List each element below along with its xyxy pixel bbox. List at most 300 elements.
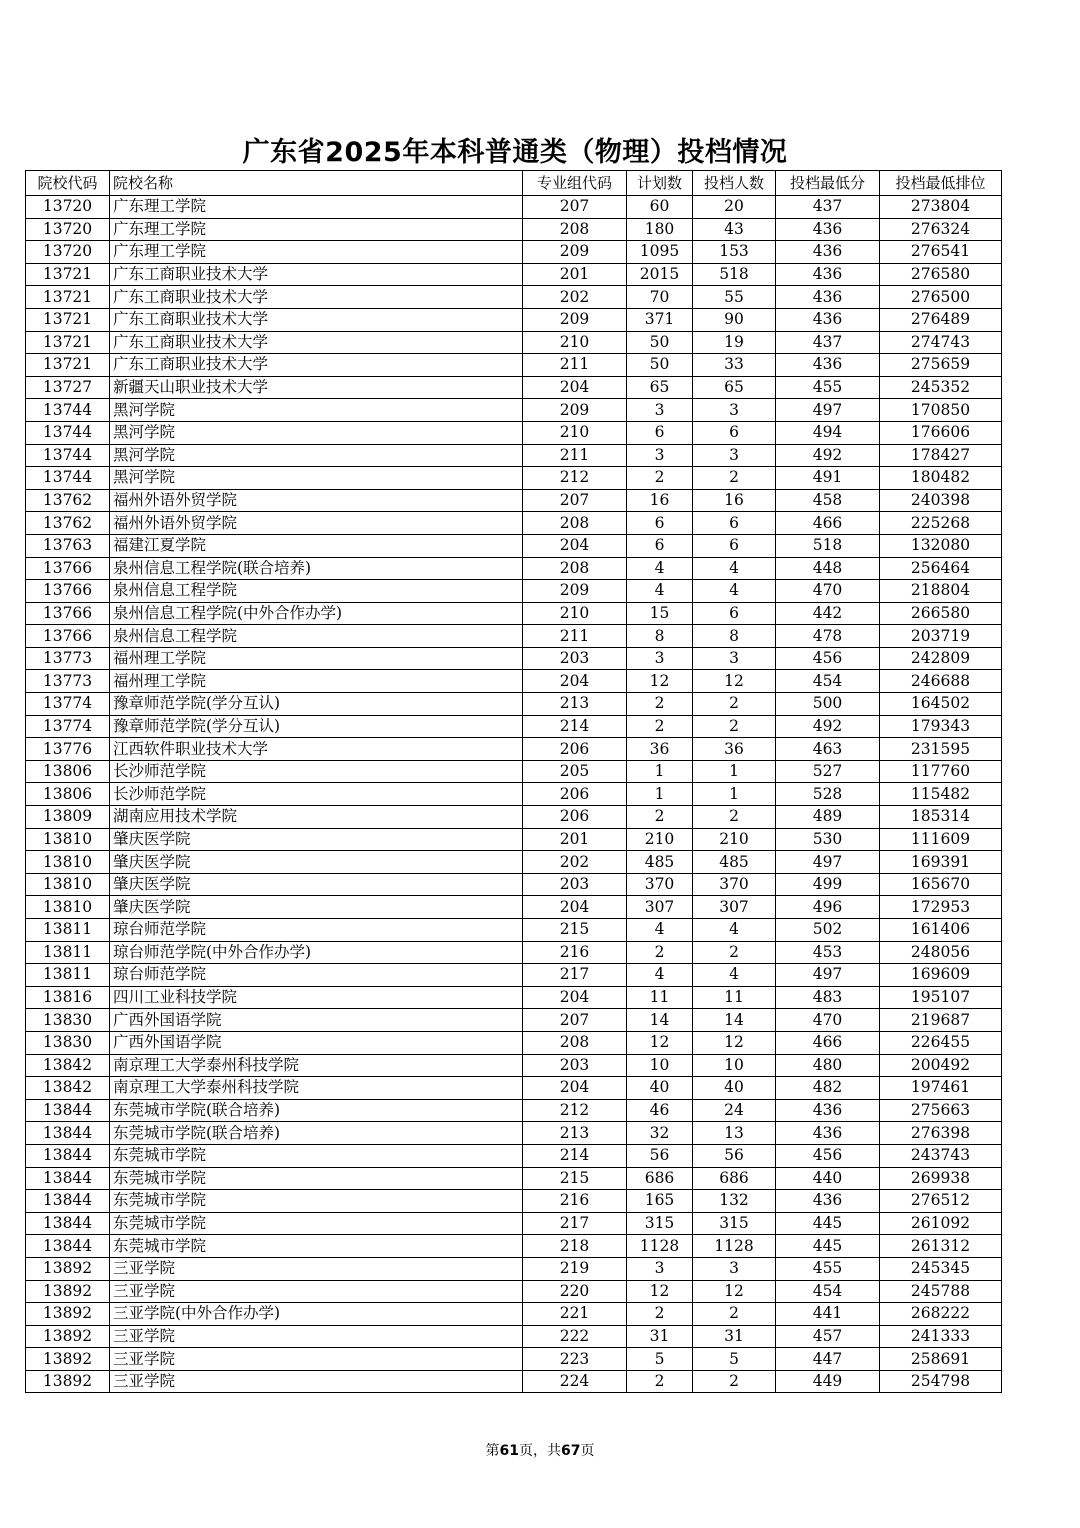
table-row xyxy=(26,919,1002,942)
cell-plan-count: 31 xyxy=(627,1325,693,1348)
cell-school-name: 东莞城市学院(联合培养) xyxy=(110,1122,523,1145)
admission-table xyxy=(25,170,1002,1393)
cell-admitted-count: 56 xyxy=(693,1144,776,1167)
cell-school-name: 三亚学院 xyxy=(110,1370,523,1393)
cell-min-rank: 266580 xyxy=(880,602,1002,625)
cell-school-code: 13892 xyxy=(26,1325,110,1348)
cell-plan-count: 3 xyxy=(627,1257,693,1280)
cell-min-rank: 273804 xyxy=(880,196,1002,219)
cell-admitted-count: 2 xyxy=(693,941,776,964)
cell-school-name: 湖南应用技术学院 xyxy=(110,806,523,829)
cell-plan-count: 8 xyxy=(627,625,693,648)
cell-plan-count: 6 xyxy=(627,512,693,535)
cell-school-name: 豫章师范学院(学分互认) xyxy=(110,693,523,716)
cell-school-code: 13744 xyxy=(26,467,110,490)
cell-group-code: 223 xyxy=(523,1348,627,1371)
cell-plan-count: 4 xyxy=(627,964,693,987)
table-row xyxy=(26,354,1002,377)
cell-school-code: 13744 xyxy=(26,421,110,444)
cell-school-code: 13773 xyxy=(26,647,110,670)
cell-admitted-count: 55 xyxy=(693,286,776,309)
cell-admitted-count: 6 xyxy=(693,512,776,535)
cell-min-rank: 226455 xyxy=(880,1031,1002,1054)
cell-school-name: 东莞城市学院 xyxy=(110,1235,523,1258)
cell-min-score: 466 xyxy=(776,512,880,535)
cell-plan-count: 3 xyxy=(627,444,693,467)
cell-min-score: 449 xyxy=(776,1370,880,1393)
table-row xyxy=(26,444,1002,467)
cell-plan-count: 14 xyxy=(627,1009,693,1032)
cell-school-code: 13776 xyxy=(26,738,110,761)
cell-school-name: 三亚学院 xyxy=(110,1280,523,1303)
cell-admitted-count: 4 xyxy=(693,580,776,603)
cell-school-name: 泉州信息工程学院 xyxy=(110,625,523,648)
cell-min-rank: 261092 xyxy=(880,1212,1002,1235)
cell-plan-count: 70 xyxy=(627,286,693,309)
table-row xyxy=(26,1031,1002,1054)
cell-min-score: 528 xyxy=(776,783,880,806)
cell-plan-count: 46 xyxy=(627,1099,693,1122)
header-group-code: 专业组代码 xyxy=(523,171,627,196)
cell-min-rank: 218804 xyxy=(880,580,1002,603)
table-row xyxy=(26,670,1002,693)
cell-school-code: 13844 xyxy=(26,1190,110,1213)
cell-admitted-count: 686 xyxy=(693,1167,776,1190)
cell-min-rank: 117760 xyxy=(880,760,1002,783)
cell-min-rank: 178427 xyxy=(880,444,1002,467)
cell-min-rank: 225268 xyxy=(880,512,1002,535)
cell-school-code: 13721 xyxy=(26,263,110,286)
cell-plan-count: 1128 xyxy=(627,1235,693,1258)
cell-group-code: 204 xyxy=(523,986,627,1009)
cell-min-score: 482 xyxy=(776,1077,880,1100)
cell-school-code: 13720 xyxy=(26,196,110,219)
cell-school-name: 肇庆医学院 xyxy=(110,851,523,874)
cell-admitted-count: 24 xyxy=(693,1099,776,1122)
cell-school-name: 广东理工学院 xyxy=(110,241,523,264)
cell-min-rank: 276489 xyxy=(880,308,1002,331)
cell-plan-count: 12 xyxy=(627,670,693,693)
cell-min-rank: 169609 xyxy=(880,964,1002,987)
cell-group-code: 204 xyxy=(523,896,627,919)
cell-school-code: 13811 xyxy=(26,941,110,964)
cell-admitted-count: 518 xyxy=(693,263,776,286)
cell-group-code: 221 xyxy=(523,1303,627,1326)
cell-admitted-count: 12 xyxy=(693,1280,776,1303)
cell-admitted-count: 14 xyxy=(693,1009,776,1032)
cell-group-code: 203 xyxy=(523,873,627,896)
cell-min-rank: 165670 xyxy=(880,873,1002,896)
table-row xyxy=(26,512,1002,535)
table-row xyxy=(26,241,1002,264)
cell-admitted-count: 65 xyxy=(693,376,776,399)
cell-min-score: 437 xyxy=(776,331,880,354)
cell-admitted-count: 12 xyxy=(693,670,776,693)
cell-admitted-count: 307 xyxy=(693,896,776,919)
cell-school-name: 广东工商职业技术大学 xyxy=(110,354,523,377)
cell-admitted-count: 2 xyxy=(693,1303,776,1326)
cell-school-name: 新疆天山职业技术大学 xyxy=(110,376,523,399)
cell-min-rank: 269938 xyxy=(880,1167,1002,1190)
cell-plan-count: 2 xyxy=(627,693,693,716)
cell-plan-count: 50 xyxy=(627,354,693,377)
cell-plan-count: 56 xyxy=(627,1144,693,1167)
cell-plan-count: 3 xyxy=(627,399,693,422)
cell-school-code: 13806 xyxy=(26,760,110,783)
cell-group-code: 204 xyxy=(523,670,627,693)
cell-min-rank: 274743 xyxy=(880,331,1002,354)
cell-school-code: 13766 xyxy=(26,625,110,648)
table-row xyxy=(26,1370,1002,1393)
cell-min-score: 518 xyxy=(776,534,880,557)
cell-min-rank: 242809 xyxy=(880,647,1002,670)
cell-min-rank: 132080 xyxy=(880,534,1002,557)
table-row xyxy=(26,1190,1002,1213)
cell-group-code: 213 xyxy=(523,693,627,716)
table-row xyxy=(26,1325,1002,1348)
cell-plan-count: 60 xyxy=(627,196,693,219)
cell-school-name: 泉州信息工程学院(中外合作办学) xyxy=(110,602,523,625)
footer-total-pages: 67 xyxy=(561,1443,581,1459)
table-row xyxy=(26,1122,1002,1145)
cell-min-rank: 248056 xyxy=(880,941,1002,964)
cell-plan-count: 2015 xyxy=(627,263,693,286)
cell-min-rank: 200492 xyxy=(880,1054,1002,1077)
cell-min-rank: 176606 xyxy=(880,421,1002,444)
cell-min-rank: 256464 xyxy=(880,557,1002,580)
cell-group-code: 204 xyxy=(523,534,627,557)
footer-middle: 页，共 xyxy=(519,1443,561,1459)
cell-min-rank: 245345 xyxy=(880,1257,1002,1280)
cell-school-name: 琼台师范学院 xyxy=(110,964,523,987)
cell-group-code: 204 xyxy=(523,376,627,399)
cell-min-score: 448 xyxy=(776,557,880,580)
cell-min-score: 440 xyxy=(776,1167,880,1190)
cell-admitted-count: 2 xyxy=(693,1370,776,1393)
cell-admitted-count: 370 xyxy=(693,873,776,896)
cell-school-code: 13844 xyxy=(26,1099,110,1122)
cell-plan-count: 2 xyxy=(627,806,693,829)
cell-admitted-count: 11 xyxy=(693,986,776,1009)
cell-group-code: 219 xyxy=(523,1257,627,1280)
cell-min-rank: 169391 xyxy=(880,851,1002,874)
page-footer xyxy=(0,1440,1080,1460)
cell-school-name: 广西外国语学院 xyxy=(110,1031,523,1054)
table-body xyxy=(26,196,1002,1393)
cell-school-code: 13766 xyxy=(26,602,110,625)
cell-min-rank: 203719 xyxy=(880,625,1002,648)
cell-admitted-count: 4 xyxy=(693,964,776,987)
cell-min-rank: 161406 xyxy=(880,919,1002,942)
cell-group-code: 208 xyxy=(523,218,627,241)
cell-admitted-count: 3 xyxy=(693,399,776,422)
cell-school-code: 13842 xyxy=(26,1077,110,1100)
table-row xyxy=(26,1077,1002,1100)
cell-school-name: 长沙师范学院 xyxy=(110,783,523,806)
cell-min-score: 497 xyxy=(776,851,880,874)
cell-min-rank: 275659 xyxy=(880,354,1002,377)
table-row xyxy=(26,1280,1002,1303)
cell-admitted-count: 43 xyxy=(693,218,776,241)
cell-school-code: 13830 xyxy=(26,1031,110,1054)
header-admitted-count: 投档人数 xyxy=(693,171,776,196)
cell-min-rank: 180482 xyxy=(880,467,1002,490)
cell-admitted-count: 315 xyxy=(693,1212,776,1235)
table-row xyxy=(26,196,1002,219)
cell-school-code: 13811 xyxy=(26,964,110,987)
cell-school-code: 13810 xyxy=(26,896,110,919)
cell-min-score: 502 xyxy=(776,919,880,942)
cell-min-rank: 245788 xyxy=(880,1280,1002,1303)
cell-group-code: 222 xyxy=(523,1325,627,1348)
cell-admitted-count: 8 xyxy=(693,625,776,648)
table-row xyxy=(26,331,1002,354)
cell-min-rank: 115482 xyxy=(880,783,1002,806)
cell-min-score: 499 xyxy=(776,873,880,896)
cell-plan-count: 40 xyxy=(627,1077,693,1100)
header-school-name: 院校名称 xyxy=(110,171,523,196)
table-row xyxy=(26,715,1002,738)
cell-school-code: 13892 xyxy=(26,1257,110,1280)
cell-school-code: 13721 xyxy=(26,308,110,331)
cell-min-score: 470 xyxy=(776,580,880,603)
cell-school-name: 广西外国语学院 xyxy=(110,1009,523,1032)
cell-admitted-count: 20 xyxy=(693,196,776,219)
table-row xyxy=(26,308,1002,331)
cell-group-code: 214 xyxy=(523,715,627,738)
cell-min-score: 436 xyxy=(776,241,880,264)
cell-school-code: 13830 xyxy=(26,1009,110,1032)
cell-admitted-count: 4 xyxy=(693,557,776,580)
cell-group-code: 218 xyxy=(523,1235,627,1258)
cell-min-score: 455 xyxy=(776,1257,880,1280)
cell-min-score: 457 xyxy=(776,1325,880,1348)
cell-school-name: 广东工商职业技术大学 xyxy=(110,308,523,331)
table-row xyxy=(26,647,1002,670)
cell-min-rank: 275663 xyxy=(880,1099,1002,1122)
cell-plan-count: 2 xyxy=(627,1303,693,1326)
cell-school-code: 13762 xyxy=(26,512,110,535)
cell-min-score: 436 xyxy=(776,286,880,309)
table-row xyxy=(26,986,1002,1009)
cell-min-rank: 185314 xyxy=(880,806,1002,829)
cell-school-name: 东莞城市学院 xyxy=(110,1190,523,1213)
cell-min-score: 454 xyxy=(776,670,880,693)
cell-school-name: 江西软件职业技术大学 xyxy=(110,738,523,761)
cell-min-score: 480 xyxy=(776,1054,880,1077)
cell-group-code: 206 xyxy=(523,806,627,829)
cell-school-code: 13810 xyxy=(26,851,110,874)
cell-min-rank: 197461 xyxy=(880,1077,1002,1100)
table-row xyxy=(26,376,1002,399)
table-row xyxy=(26,873,1002,896)
cell-min-score: 445 xyxy=(776,1212,880,1235)
table-row xyxy=(26,1144,1002,1167)
cell-plan-count: 315 xyxy=(627,1212,693,1235)
cell-group-code: 209 xyxy=(523,580,627,603)
cell-admitted-count: 31 xyxy=(693,1325,776,1348)
cell-min-rank: 231595 xyxy=(880,738,1002,761)
table-row xyxy=(26,1054,1002,1077)
cell-min-rank: 276398 xyxy=(880,1122,1002,1145)
cell-group-code: 207 xyxy=(523,196,627,219)
cell-plan-count: 11 xyxy=(627,986,693,1009)
cell-school-name: 福州外语外贸学院 xyxy=(110,512,523,535)
cell-group-code: 216 xyxy=(523,941,627,964)
cell-plan-count: 65 xyxy=(627,376,693,399)
cell-min-score: 496 xyxy=(776,896,880,919)
cell-school-code: 13806 xyxy=(26,783,110,806)
cell-min-score: 442 xyxy=(776,602,880,625)
table-row xyxy=(26,1167,1002,1190)
cell-min-rank: 219687 xyxy=(880,1009,1002,1032)
cell-admitted-count: 1 xyxy=(693,760,776,783)
footer-suffix: 页 xyxy=(580,1443,595,1459)
cell-plan-count: 485 xyxy=(627,851,693,874)
cell-group-code: 210 xyxy=(523,602,627,625)
cell-admitted-count: 1 xyxy=(693,783,776,806)
cell-group-code: 207 xyxy=(523,489,627,512)
table-row xyxy=(26,738,1002,761)
cell-admitted-count: 3 xyxy=(693,647,776,670)
cell-group-code: 208 xyxy=(523,512,627,535)
cell-school-name: 琼台师范学院(中外合作办学) xyxy=(110,941,523,964)
footer-prefix: 第 xyxy=(485,1443,500,1459)
cell-min-rank: 179343 xyxy=(880,715,1002,738)
cell-admitted-count: 1128 xyxy=(693,1235,776,1258)
cell-min-score: 456 xyxy=(776,647,880,670)
cell-min-score: 494 xyxy=(776,421,880,444)
cell-min-score: 437 xyxy=(776,196,880,219)
cell-admitted-count: 6 xyxy=(693,534,776,557)
cell-plan-count: 5 xyxy=(627,1348,693,1371)
cell-admitted-count: 36 xyxy=(693,738,776,761)
cell-group-code: 207 xyxy=(523,1009,627,1032)
cell-plan-count: 370 xyxy=(627,873,693,896)
cell-min-score: 491 xyxy=(776,467,880,490)
cell-group-code: 208 xyxy=(523,557,627,580)
cell-admitted-count: 3 xyxy=(693,1257,776,1280)
cell-min-score: 530 xyxy=(776,828,880,851)
cell-min-score: 447 xyxy=(776,1348,880,1371)
table-row xyxy=(26,783,1002,806)
cell-school-code: 13773 xyxy=(26,670,110,693)
cell-group-code: 202 xyxy=(523,851,627,874)
cell-school-code: 13844 xyxy=(26,1122,110,1145)
cell-group-code: 205 xyxy=(523,760,627,783)
cell-school-code: 13892 xyxy=(26,1303,110,1326)
header-plan-count: 计划数 xyxy=(627,171,693,196)
table-row xyxy=(26,941,1002,964)
table-row xyxy=(26,693,1002,716)
cell-min-rank: 241333 xyxy=(880,1325,1002,1348)
cell-admitted-count: 12 xyxy=(693,1031,776,1054)
cell-group-code: 210 xyxy=(523,331,627,354)
cell-min-score: 492 xyxy=(776,715,880,738)
cell-min-rank: 276500 xyxy=(880,286,1002,309)
footer-page-number: 61 xyxy=(499,1443,519,1459)
cell-plan-count: 36 xyxy=(627,738,693,761)
header-min-score: 投档最低分 xyxy=(776,171,880,196)
cell-school-name: 泉州信息工程学院 xyxy=(110,580,523,603)
cell-admitted-count: 132 xyxy=(693,1190,776,1213)
cell-group-code: 217 xyxy=(523,1212,627,1235)
cell-group-code: 220 xyxy=(523,1280,627,1303)
table-row xyxy=(26,806,1002,829)
cell-school-code: 13720 xyxy=(26,241,110,264)
cell-group-code: 202 xyxy=(523,286,627,309)
cell-plan-count: 15 xyxy=(627,602,693,625)
cell-admitted-count: 2 xyxy=(693,467,776,490)
cell-school-name: 福州外语外贸学院 xyxy=(110,489,523,512)
cell-school-name: 东莞城市学院 xyxy=(110,1212,523,1235)
cell-school-name: 三亚学院(中外合作办学) xyxy=(110,1303,523,1326)
cell-group-code: 210 xyxy=(523,421,627,444)
cell-plan-count: 210 xyxy=(627,828,693,851)
cell-min-score: 489 xyxy=(776,806,880,829)
cell-min-rank: 164502 xyxy=(880,693,1002,716)
cell-school-code: 13774 xyxy=(26,693,110,716)
cell-plan-count: 307 xyxy=(627,896,693,919)
cell-plan-count: 4 xyxy=(627,580,693,603)
cell-group-code: 203 xyxy=(523,1054,627,1077)
cell-school-name: 广东理工学院 xyxy=(110,218,523,241)
cell-group-code: 212 xyxy=(523,1099,627,1122)
cell-admitted-count: 210 xyxy=(693,828,776,851)
cell-school-code: 13844 xyxy=(26,1167,110,1190)
cell-min-rank: 254798 xyxy=(880,1370,1002,1393)
cell-min-rank: 240398 xyxy=(880,489,1002,512)
cell-min-score: 453 xyxy=(776,941,880,964)
cell-min-rank: 258691 xyxy=(880,1348,1002,1371)
cell-school-code: 13721 xyxy=(26,286,110,309)
table-row xyxy=(26,534,1002,557)
cell-school-code: 13762 xyxy=(26,489,110,512)
cell-group-code: 212 xyxy=(523,467,627,490)
cell-plan-count: 12 xyxy=(627,1280,693,1303)
cell-min-rank: 268222 xyxy=(880,1303,1002,1326)
cell-group-code: 206 xyxy=(523,738,627,761)
cell-plan-count: 2 xyxy=(627,1370,693,1393)
table-header-row xyxy=(26,171,1002,196)
table-row xyxy=(26,896,1002,919)
cell-plan-count: 12 xyxy=(627,1031,693,1054)
cell-school-name: 南京理工大学泰州科技学院 xyxy=(110,1054,523,1077)
cell-plan-count: 6 xyxy=(627,534,693,557)
cell-admitted-count: 2 xyxy=(693,693,776,716)
cell-admitted-count: 2 xyxy=(693,715,776,738)
cell-admitted-count: 3 xyxy=(693,444,776,467)
cell-min-score: 500 xyxy=(776,693,880,716)
cell-school-code: 13842 xyxy=(26,1054,110,1077)
cell-min-score: 497 xyxy=(776,964,880,987)
table-row xyxy=(26,399,1002,422)
cell-school-code: 13810 xyxy=(26,873,110,896)
cell-admitted-count: 153 xyxy=(693,241,776,264)
cell-admitted-count: 6 xyxy=(693,421,776,444)
cell-group-code: 201 xyxy=(523,828,627,851)
cell-admitted-count: 6 xyxy=(693,602,776,625)
cell-group-code: 215 xyxy=(523,1167,627,1190)
cell-school-code: 13810 xyxy=(26,828,110,851)
cell-min-score: 497 xyxy=(776,399,880,422)
cell-school-name: 东莞城市学院 xyxy=(110,1144,523,1167)
cell-plan-count: 165 xyxy=(627,1190,693,1213)
cell-group-code: 209 xyxy=(523,308,627,331)
cell-plan-count: 1 xyxy=(627,783,693,806)
cell-school-code: 13744 xyxy=(26,444,110,467)
cell-school-code: 13816 xyxy=(26,986,110,1009)
